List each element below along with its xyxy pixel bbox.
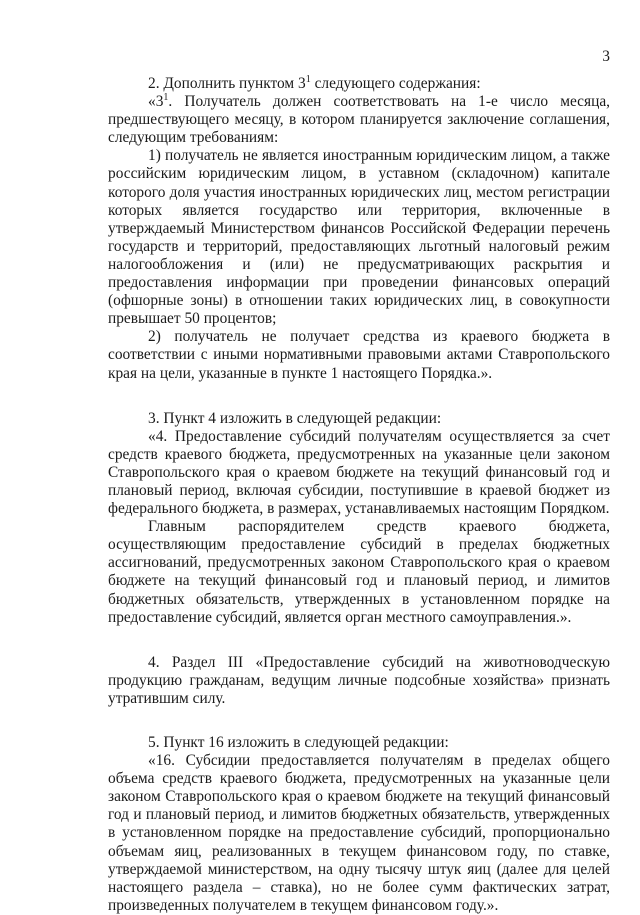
paragraph-spacer (108, 383, 610, 410)
item-5-intro: 5. Пункт 16 изложить в следующей редакции: (148, 734, 449, 751)
item-2-intro-text: 2. Дополнить пунктом 3 (148, 75, 306, 92)
requirement-2: 2) получатель не получает средства из краевого бюджета в соответствии с иными нормативными правовыми актами Ставропольского края на цели, указанные в пункте 1 настоящего Порядка.». (108, 328, 610, 382)
clause-3-1-text-end: . Получатель должен соответствовать на 1-е число месяца, предшествующего месяцу, в котором планируется заключение соглашения, следующим требованиям: (108, 93, 610, 147)
item-4: 4. Раздел III «Предоставление субсидий на животноводческую продукцию гражданам, ведущим личные подсобные хозяйства» признать утратившим силу. (108, 653, 610, 707)
item-2-intro-text-end: следующего содержания: (310, 75, 481, 92)
clause-3-1-intro (108, 93, 610, 147)
clause-4-paragraph-2: Главным распорядителем средств краевого бюджета, осуществляющим предоставление субсидий в пределах бюджетных ассигнований, предусмотренных законом Ставропольского края о краевом бюджете на текущий финансовый год и плановый период, и лимитов бюджетных обязательств, утвержденных в установленном порядке на предоставление субсидий, является орган местного самоуправления.». (108, 518, 610, 626)
document-body (108, 75, 610, 915)
page-number: 3 (602, 48, 610, 65)
clause-16-paragraph: «16. Субсидии предоставляется получателям в пределах общего объема средств краевого бюджета, предусмотренных на указанные цели законом Ставропольского края о краевом бюджете на текущий финансовый год и плановый период, и лимитов бюджетных обязательств, утвержденных в установленном порядке на предоставление субсидий, пропорционально объемам яиц, реализованных в текущем финансовом году, по ставке, утверждаемой министерством, на одну тысячу штук яиц (далее для целей настоящего раздела – ставка), но не более сумм фактических затрат, произведенных получателем в текущем финансовом году.». (108, 752, 610, 914)
superscript: 1 (163, 92, 169, 104)
superscript: 1 (305, 74, 311, 85)
clause-3-1-text: «3 (148, 93, 164, 111)
requirement-1: 1) получатель не является иностранным юридическим лицом, а также российским юридическим лицом, в уставном (складочном) капитале которого доля участия иностранных юридических лиц, местом регистрации которых является государство или территория, включенные в утверждаемый Министерством финансов Российской Федерации перечень государств и территорий, предоставляющих льготный налоговый режим налогообложения и (или) не предусматривающих раскрытия и предоставления информации при проведении финансовых операций (офшорные зоны) в отношении таких юридических лиц, в совокупности превышает 50 процентов; (108, 147, 610, 328)
paragraph-spacer (108, 708, 610, 734)
item-3-intro: 3. Пункт 4 изложить в следующей редакции: (148, 409, 442, 427)
paragraph-spacer (108, 627, 610, 654)
clause-4-paragraph-1: «4. Предоставление субсидий получателям осуществляется за счет средств краевого бюджета, предусмотренных на указанные цели законом Ставропольского края о краевом бюджете на текущий финансовый год и плановый период, включая субсидии, поступившие в краевой бюджет из федерального бюджета, в размерах, устанавливаемых настоящим Порядком. (108, 427, 610, 518)
item-2-intro (108, 75, 610, 93)
